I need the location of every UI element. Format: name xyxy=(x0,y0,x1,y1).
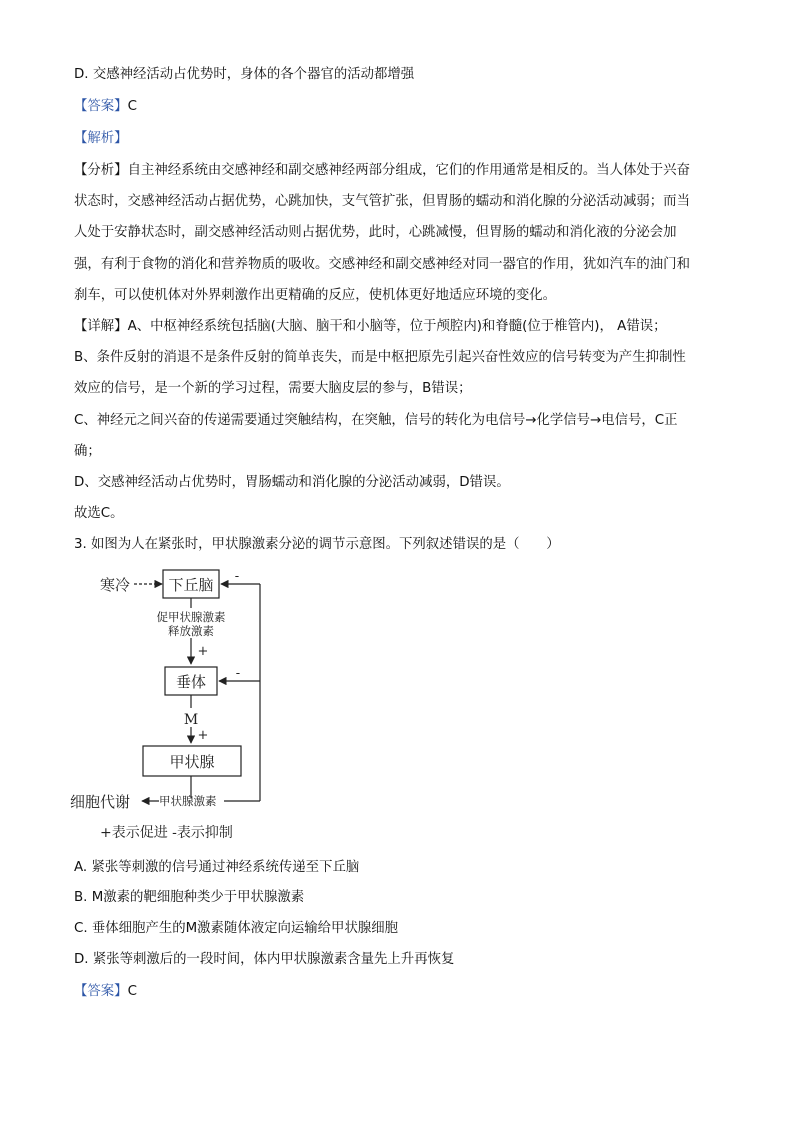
trh-plus: + xyxy=(197,644,209,659)
xiangjie-text: A、中枢神经系统包括脑(大脑、脑干和小脑等，位于颅腔内)和脊髓(位于椎管内)， A错误； xyxy=(127,319,667,334)
thyroid-regulation-diagram xyxy=(70,566,300,846)
xiangjie-line-4: 确； xyxy=(74,444,101,459)
xiangjie-line-6: 故选C。 xyxy=(74,506,124,521)
trh-label-2: 释放激素 xyxy=(168,624,214,638)
xiangjie-label: 【详解】 xyxy=(74,319,128,334)
pituitary-label: 垂体 xyxy=(175,673,207,691)
feedback-minus-top: - xyxy=(234,569,240,584)
option-d: D. 紧张等刺激后的一段时间，体内甲状腺激素含量先上升再恢复 xyxy=(74,952,455,967)
option-a: A. 紧张等刺激的信号通过神经系统传递至下丘脑 xyxy=(74,860,360,875)
option-c: C. 垂体细胞产生的M激素随体液定向运输给甲状腺细胞 xyxy=(74,921,399,936)
feedback-minus-middle: - xyxy=(235,666,241,681)
thyroid-label: 甲状腺 xyxy=(169,753,215,771)
answer-label-2: 【答案】 xyxy=(74,984,128,999)
prev-option-d: D. 交感神经活动占优势时，身体的各个器官的活动都增强 xyxy=(74,67,415,82)
answer-value: C xyxy=(127,99,137,114)
fenxi-line-1: 状态时，交感神经活动占据优势，心跳加快，支气管扩张，但胃肠的蠕动和消化腺的分泌活动减弱；而当 xyxy=(74,194,690,209)
answer-label: 【答案】 xyxy=(74,99,128,114)
m-label: M xyxy=(183,712,199,728)
fenxi-line-3: 强，有利于食物的消化和营养物质的吸收。交感神经和副交感神经对同一器官的作用，犹如汽车的油门和 xyxy=(74,257,690,272)
fenxi-text: 自主神经系统由交感神经和副交感神经两部分组成，它们的作用通常是相反的。当人体处于兴奋 xyxy=(127,163,690,178)
analysis-label: 【解析】 xyxy=(74,131,128,146)
thyroid-hormone-label: 甲状腺激素 xyxy=(159,794,217,808)
trh-label-1: 促甲状腺激素 xyxy=(156,610,226,624)
xiangjie-line-2: 效应的信号，是一个新的学习过程，需要大脑皮层的参与，B错误； xyxy=(74,381,472,396)
question-3: 3. 如图为人在紧张时，甲状腺激素分泌的调节示意图。下列叙述错误的是（ ） xyxy=(74,537,560,552)
diagram-legend: +表示促进 -表示抑制 xyxy=(100,825,233,841)
xiangjie-line-3: C、神经元之间兴奋的传递需要通过突触结构，在突触，信号的转化为电信号→化学信号→电信号，C正 xyxy=(74,413,678,428)
answer-value-2: C xyxy=(127,984,137,999)
xiangjie-line-5: D、交感神经活动占优势时，胃肠蠕动和消化腺的分泌活动减弱，D错误。 xyxy=(74,475,510,490)
m-plus: + xyxy=(197,728,209,743)
answer-line-2 xyxy=(74,983,137,1001)
fenxi-line-2: 人处于安静状态时，副交感神经活动则占据优势，此时，心跳减慢，但胃肠的蠕动和消化液的分泌会加 xyxy=(74,225,677,240)
metabolism-label: 细胞代谢 xyxy=(70,793,131,811)
xiangjie-line-1: B、条件反射的消退不是条件反射的简单丧失，而是中枢把原先引起兴奋性效应的信号转变为产生抑制性 xyxy=(74,350,686,365)
option-b: B. M激素的靶细胞种类少于甲状腺激素 xyxy=(74,890,305,905)
fenxi-line-0 xyxy=(74,162,690,180)
xiangjie-line-0 xyxy=(74,318,667,336)
fenxi-label: 【分析】 xyxy=(74,163,128,178)
fenxi-line-4: 刹车，可以使机体对外界刺激作出更精确的反应，使机体更好地适应环境的变化。 xyxy=(74,288,557,303)
answer-line-1 xyxy=(74,98,137,116)
cold-label: 寒冷 xyxy=(100,576,131,594)
hypothalamus-label: 下丘脑 xyxy=(168,576,214,594)
